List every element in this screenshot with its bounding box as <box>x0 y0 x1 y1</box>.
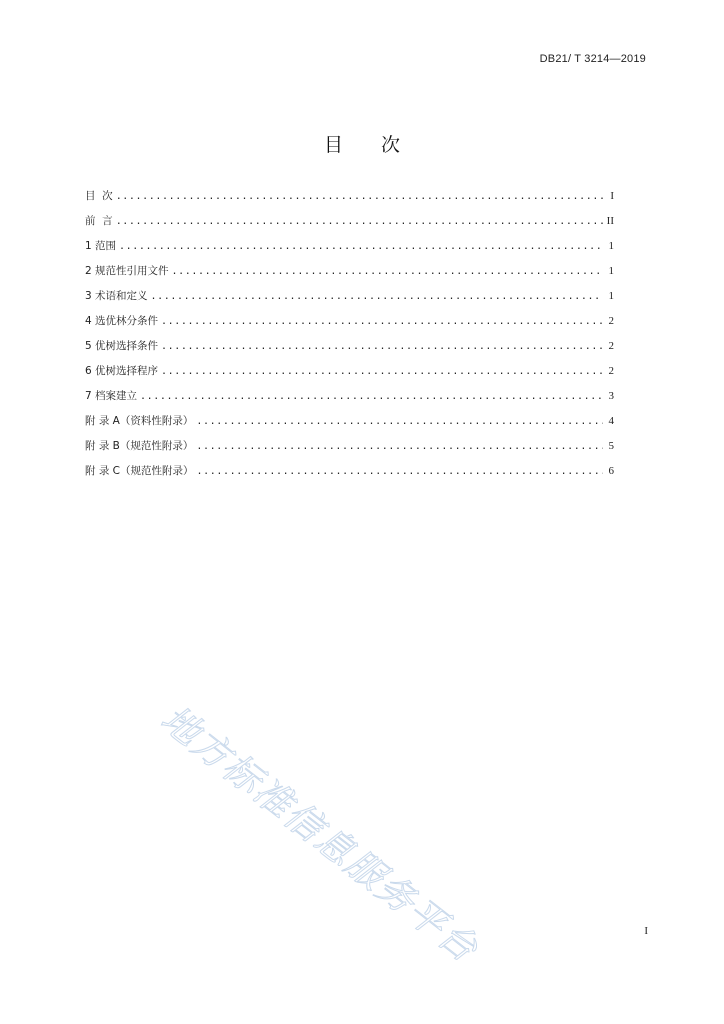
toc-entry-label: 6 优树选择程序 <box>85 365 159 377</box>
toc-entry-label: 7 档案建立 <box>85 390 138 402</box>
toc-entry[interactable] <box>85 413 614 438</box>
table-of-contents <box>85 188 614 488</box>
toc-entry-page: 2 <box>608 340 614 352</box>
toc-entry-label: 2 规范性引用文件 <box>85 265 169 277</box>
toc-entry-page: 1 <box>608 240 614 252</box>
toc-leader-dots <box>196 414 603 430</box>
toc-entry-label: 4 选优林分条件 <box>85 315 159 327</box>
toc-leader-dots <box>197 464 603 480</box>
toc-entry[interactable] <box>85 463 614 488</box>
toc-entry[interactable] <box>85 188 614 213</box>
toc-entry-label: 5 优树选择条件 <box>85 340 159 352</box>
toc-leader-dots <box>196 439 603 455</box>
toc-entry-page: 6 <box>608 465 614 477</box>
toc-entry[interactable] <box>85 213 614 238</box>
toc-leader-dots <box>116 214 603 230</box>
toc-leader-dots <box>151 289 603 305</box>
toc-leader-dots <box>161 364 603 380</box>
toc-entry-page: 2 <box>608 365 614 377</box>
toc-entry[interactable] <box>85 338 614 363</box>
toc-leader-dots <box>119 239 603 255</box>
toc-entry-label: 附 录 A（资料性附录） <box>85 415 194 427</box>
toc-entry[interactable] <box>85 313 614 338</box>
toc-entry-label: 附 录 C（规范性附录） <box>85 465 194 477</box>
page-number: I <box>644 925 648 937</box>
watermark: 地方标准信息服务平台 <box>152 697 487 972</box>
toc-leader-dots <box>140 389 603 405</box>
toc-entry-label: 目 次 <box>85 190 113 202</box>
toc-entry[interactable] <box>85 263 614 288</box>
toc-entry-page: 1 <box>608 265 614 277</box>
toc-leader-dots <box>172 264 603 280</box>
toc-entry-label: 3 术语和定义 <box>85 290 148 302</box>
toc-leader-dots <box>161 314 603 330</box>
toc-entry-page: 3 <box>608 390 614 402</box>
toc-entry-page: II <box>606 215 614 227</box>
toc-leader-dots <box>116 189 603 205</box>
toc-leader-dots <box>161 339 603 355</box>
toc-entry-page: 1 <box>608 290 614 302</box>
toc-entry-label: 前 言 <box>85 215 113 227</box>
toc-entry[interactable] <box>85 363 614 388</box>
toc-entry-page: 2 <box>608 315 614 327</box>
toc-entry-page: 5 <box>608 440 614 452</box>
toc-entry[interactable] <box>85 288 614 313</box>
toc-entry-page: 4 <box>608 415 614 427</box>
toc-entry[interactable] <box>85 388 614 413</box>
toc-entry-label: 1 范围 <box>85 240 117 252</box>
toc-entry[interactable] <box>85 238 614 263</box>
toc-entry-page: I <box>610 190 614 202</box>
toc-entry-label: 附 录 B（规范性附录） <box>85 440 194 452</box>
standard-code: DB21/ T 3214—2019 <box>539 53 646 65</box>
toc-title: 目 次 <box>323 134 417 156</box>
toc-entry[interactable] <box>85 438 614 463</box>
